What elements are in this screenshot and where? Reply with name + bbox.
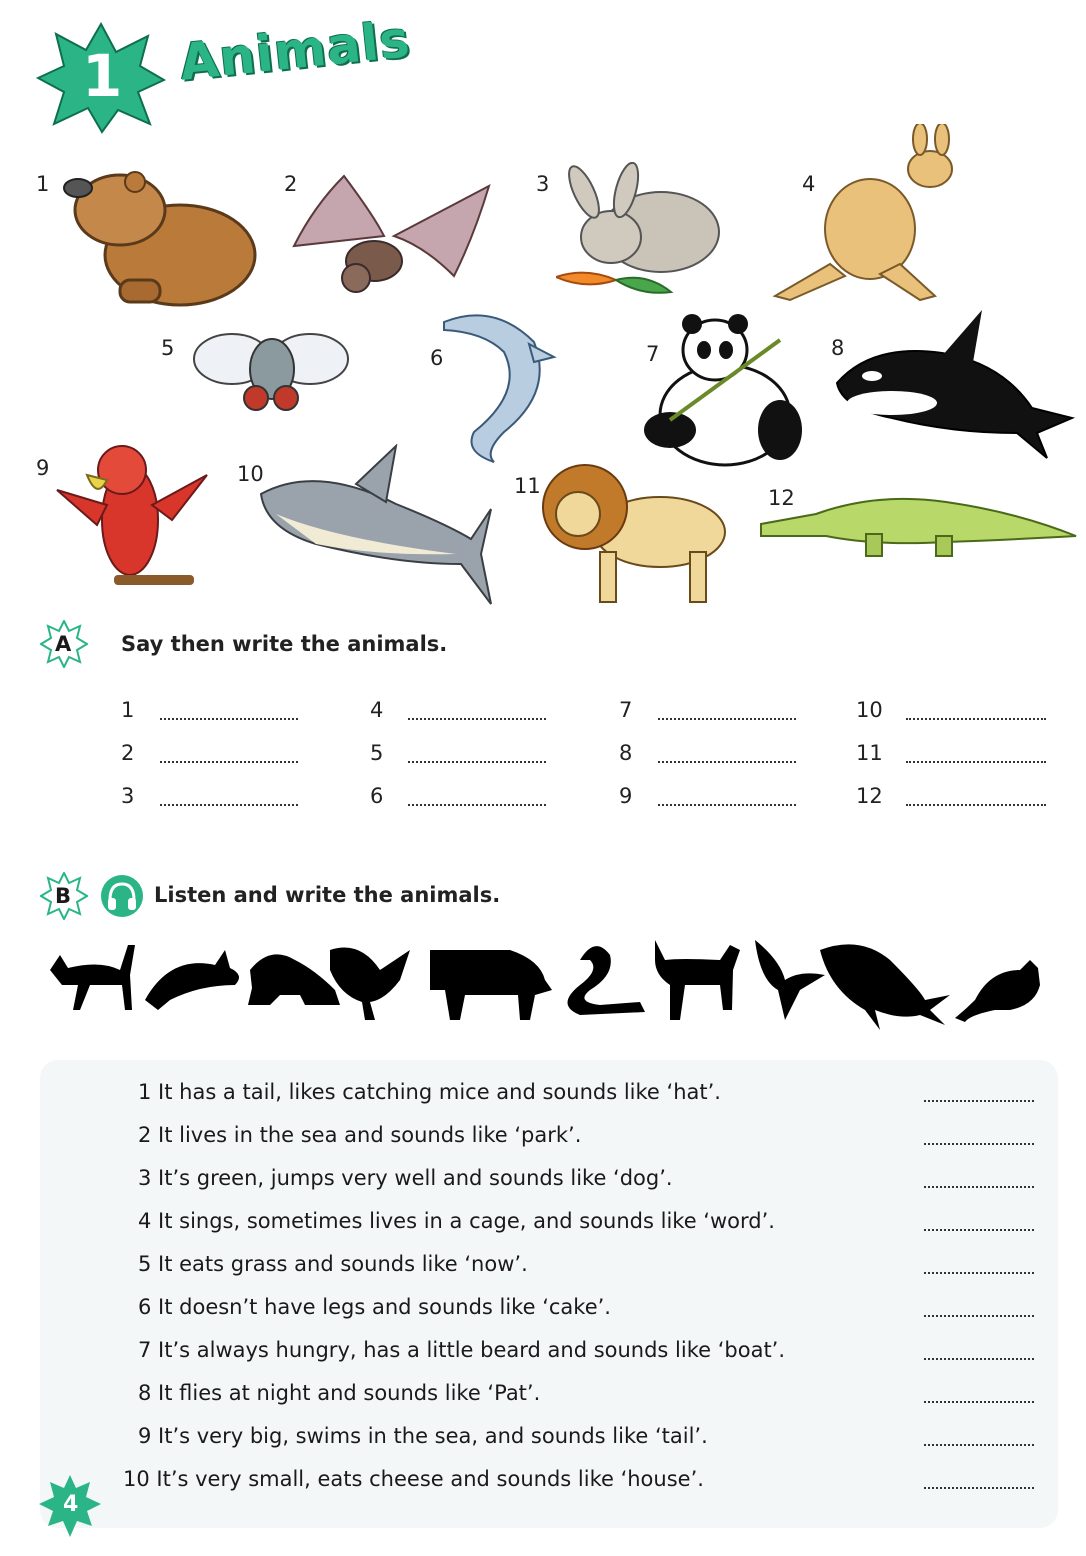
bird-silhouette-icon: [330, 948, 410, 1021]
kangaroo-illustration: [770, 124, 970, 304]
answer-number-8: 8: [619, 741, 633, 765]
panda-illustration: [630, 310, 806, 470]
bat-silhouette-icon: [755, 940, 825, 1020]
clue-answer-line-1[interactable]: [924, 1100, 1034, 1102]
clue-answer-line-2[interactable]: [924, 1143, 1034, 1145]
picture-label-1: 1: [36, 172, 50, 196]
cat-silhouette-icon: [50, 945, 135, 1010]
section-b-letter: B: [55, 884, 72, 908]
answer-line-7[interactable]: [658, 718, 796, 720]
answer-number-6: 6: [370, 784, 384, 808]
answer-number-3: 3: [121, 784, 135, 808]
answer-number-10: 10: [856, 698, 883, 722]
mouse-silhouette-icon: [955, 960, 1040, 1022]
answer-number-4: 4: [370, 698, 384, 722]
picture-label-8: 8: [831, 336, 845, 360]
clue-4: 4 It sings, sometimes lives in a cage, and sounds like ‘word’.: [138, 1209, 775, 1233]
clue-answer-line-4[interactable]: [924, 1229, 1034, 1231]
answer-line-4[interactable]: [408, 718, 546, 720]
snake-silhouette-icon: [568, 946, 646, 1015]
picture-label-2: 2: [284, 172, 298, 196]
clue-answer-line-9[interactable]: [924, 1444, 1034, 1446]
clue-9: 9 It’s very big, swims in the sea, and sounds like ‘tail’.: [138, 1424, 708, 1448]
frog-silhouette-icon: [248, 954, 340, 1005]
clue-answer-line-6[interactable]: [924, 1315, 1034, 1317]
clue-10: 10 It’s very small, eats cheese and sounds like ‘house’.: [123, 1467, 704, 1491]
clue-answer-line-3[interactable]: [924, 1186, 1034, 1188]
shark-illustration: [256, 444, 496, 608]
cow-silhouette-icon: [430, 950, 552, 1020]
picture-label-3: 3: [536, 172, 550, 196]
answer-line-10[interactable]: [906, 718, 1046, 720]
answer-number-12: 12: [856, 784, 883, 808]
clue-5: 5 It eats grass and sounds like ‘now’.: [138, 1252, 528, 1276]
picture-label-10: 10: [237, 462, 264, 486]
clue-answer-line-8[interactable]: [924, 1401, 1034, 1403]
clue-answer-line-7[interactable]: [924, 1358, 1034, 1360]
answer-number-1: 1: [121, 698, 135, 722]
section-a-instruction: Say then write the animals.: [121, 632, 448, 656]
answer-line-11[interactable]: [906, 761, 1046, 763]
page-title: Animals: [176, 9, 413, 92]
killer-whale-illustration: [832, 308, 1076, 462]
whale-silhouette-icon: [820, 944, 950, 1030]
answer-line-6[interactable]: [408, 804, 546, 806]
answer-line-2[interactable]: [160, 761, 298, 763]
answer-number-11: 11: [856, 741, 883, 765]
page-number: 4: [63, 1492, 79, 1517]
answer-number-9: 9: [619, 784, 633, 808]
answer-line-1[interactable]: [160, 718, 298, 720]
clue-8: 8 It flies at night and sounds like ‘Pat’.: [138, 1381, 541, 1405]
answer-number-7: 7: [619, 698, 633, 722]
clue-6: 6 It doesn’t have legs and sounds like ‘cake’.: [138, 1295, 611, 1319]
dolphin-illustration: [434, 302, 558, 464]
clue-2: 2 It lives in the sea and sounds like ‘park’.: [138, 1123, 582, 1147]
picture-label-9: 9: [36, 456, 50, 480]
answer-line-8[interactable]: [658, 761, 796, 763]
fly-illustration: [192, 314, 350, 420]
goat-silhouette-icon: [655, 940, 740, 1020]
picture-label-11: 11: [514, 474, 541, 498]
answer-number-2: 2: [121, 741, 135, 765]
answer-line-9[interactable]: [658, 804, 796, 806]
picture-label-7: 7: [646, 342, 660, 366]
bear-illustration: [60, 160, 260, 308]
clue-1: 1 It has a tail, likes catching mice and sounds like ‘hat’.: [138, 1080, 721, 1104]
picture-label-6: 6: [430, 346, 444, 370]
answer-line-5[interactable]: [408, 761, 546, 763]
crocodile-illustration: [756, 484, 1082, 560]
animal-silhouettes: [40, 930, 1040, 1030]
section-b-instruction: Listen and write the animals.: [154, 883, 501, 907]
headphones-icon[interactable]: [100, 874, 144, 918]
rabbit-illustration: [556, 162, 726, 302]
clue-3: 3 It’s green, jumps very well and sounds like ‘dog’.: [138, 1166, 673, 1190]
lion-illustration: [540, 452, 736, 612]
picture-label-4: 4: [802, 172, 816, 196]
parrot-illustration: [52, 420, 210, 590]
picture-label-5: 5: [161, 336, 175, 360]
clue-7: 7 It’s always hungry, has a little beard and sounds like ‘boat’.: [138, 1338, 786, 1362]
section-a-letter: A: [55, 632, 72, 656]
clue-answer-line-10[interactable]: [924, 1487, 1034, 1489]
picture-label-12: 12: [768, 486, 795, 510]
unit-number: 1: [82, 42, 123, 110]
dolphin-silhouette-icon: [145, 950, 239, 1010]
clue-answer-line-5[interactable]: [924, 1272, 1034, 1274]
answer-line-3[interactable]: [160, 804, 298, 806]
bat-illustration: [284, 166, 494, 300]
answer-line-12[interactable]: [906, 804, 1046, 806]
answer-number-5: 5: [370, 741, 384, 765]
